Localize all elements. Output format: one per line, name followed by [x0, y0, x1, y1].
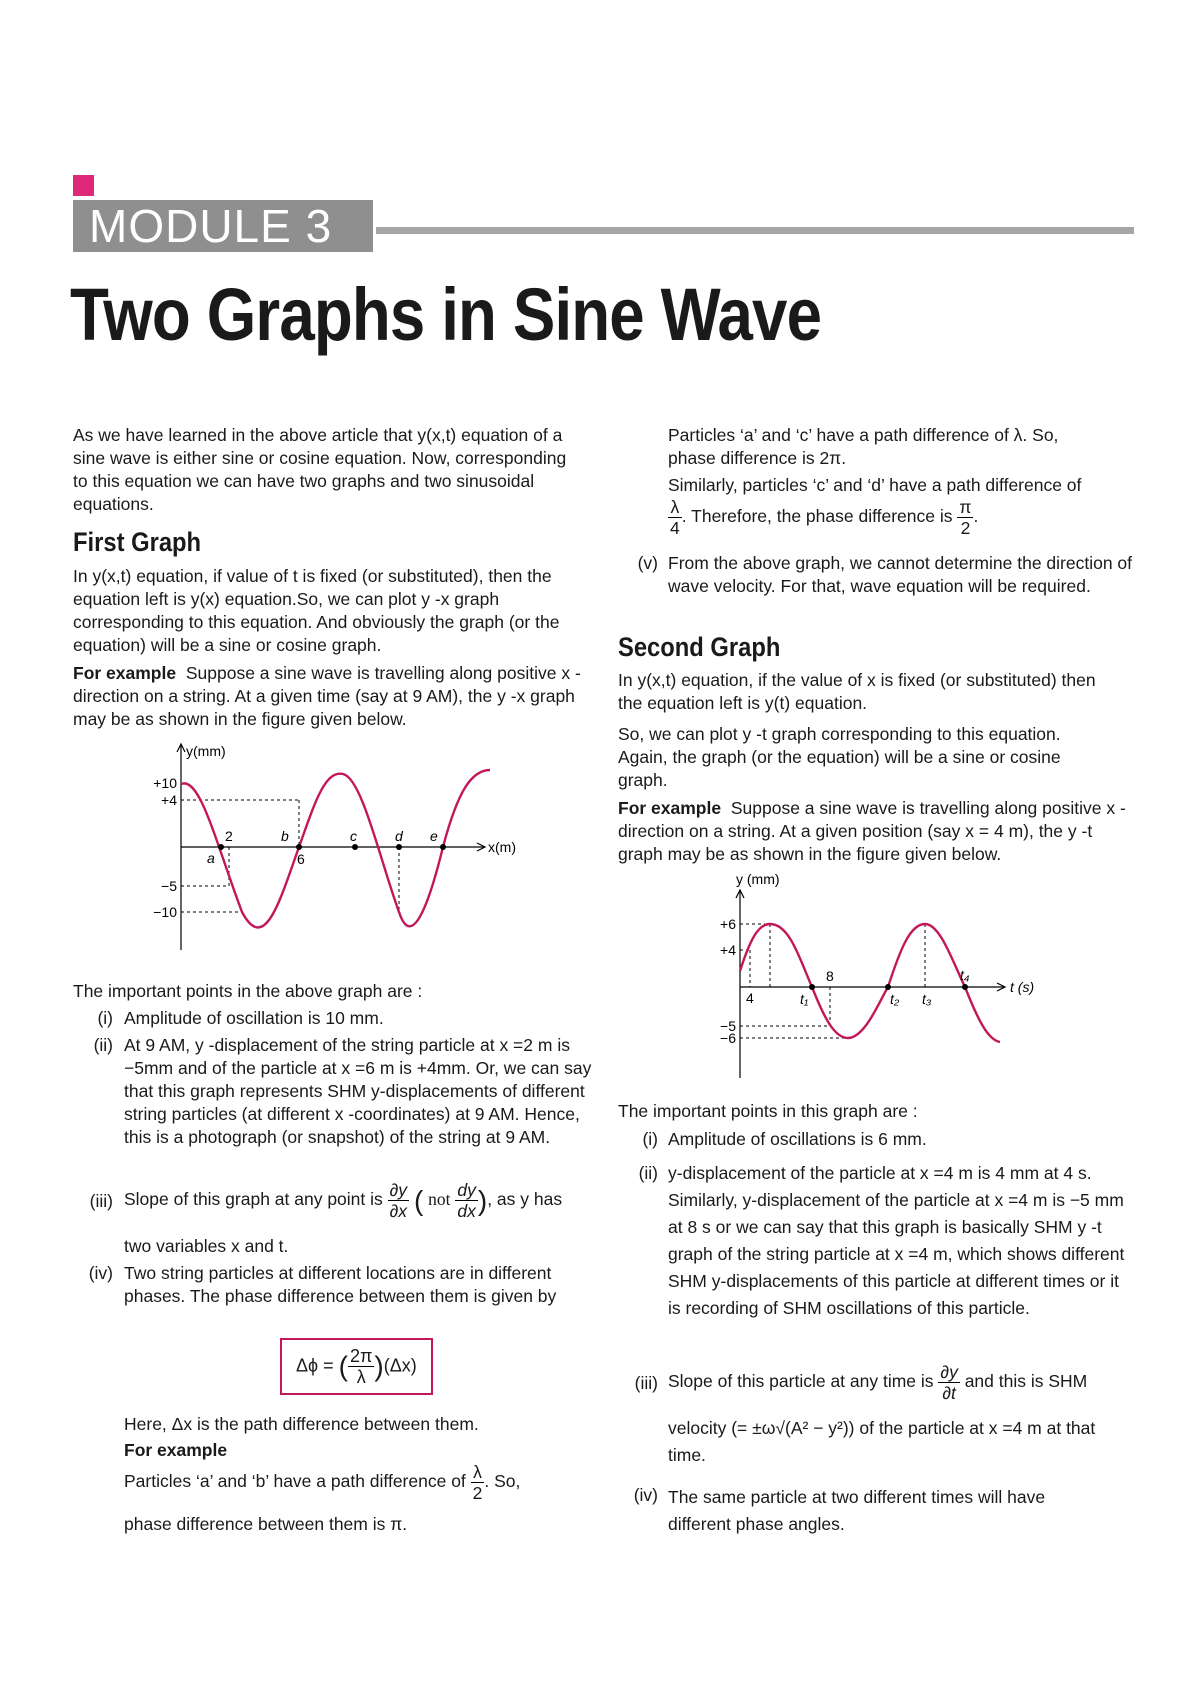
formula-frac-bot: λ [356, 1367, 366, 1387]
example2-label: For example [124, 1440, 228, 1460]
cd-frac2-top: π [959, 497, 972, 517]
graph1-label-c: c [350, 828, 357, 844]
graph2-label-t1: t₁ [800, 991, 809, 1007]
module-label: MODULE 3 [73, 200, 373, 252]
here-text: Here, Δx is the path difference between them. [124, 1414, 479, 1434]
right-point-ii-text: y-displacement of the particle at x =4 m is 4 mm at 4 s. Similarly, y-displacement of the particle at x =4 m is −5 mm at 8 s or we can say that this graph is basically SHM y -t graph of the string particle at x =4 m, which shows different SHM y-displacements of this particle at different times or it is recording of SHM oscillations of this particle. [668, 1163, 1125, 1318]
slope-frac2-bot: dx [457, 1201, 476, 1221]
example-label: For example [73, 663, 177, 683]
graph1-ytick-10: +10 [153, 775, 177, 791]
graph-y-vs-x [140, 740, 540, 960]
cd-text-c: . [973, 506, 979, 527]
second-example [618, 797, 1138, 866]
graph2-label-t3: t₃ [922, 991, 932, 1007]
point-v-text: From the above graph, we cannot determine the direction of wave velocity. For that, wave equation will be required. [668, 553, 1133, 596]
cd-text [668, 474, 1138, 538]
graph-y-vs-t [690, 870, 1070, 1085]
left-point-iii-text-a: Slope of this graph at any point is [124, 1189, 383, 1210]
graph1-label-e: e [430, 828, 438, 844]
cd-frac-top: λ [668, 497, 682, 518]
first-graph-paragraph: In y(x,t) equation, if value of t is fixed (or substituted), then the equation left is y(x) equation.So, we can plot y -x graph corresponding to this equation. And obviously the graph (or the equation) will be a sine or cosine graph. [73, 566, 560, 655]
left-point-ii-num: (ii) [93, 1035, 113, 1055]
slope-frac1-bot: ∂x [389, 1201, 408, 1221]
phase-difference-formula: Δϕ = ( $\frac{2\pi}{\lambda}$ )(Δx) [280, 1338, 433, 1395]
graph1-label-b: b [281, 828, 289, 844]
graph1-label-d: d [395, 828, 403, 844]
slope-frac2-top: dy [457, 1180, 476, 1200]
slope-frac1-top: ∂y [389, 1180, 408, 1200]
graph1-label-a: a [207, 850, 215, 866]
graph2-ytick-neg6: −6 [720, 1030, 736, 1046]
right-point-i-text: Amplitude of oscillations is 6 mm. [668, 1129, 927, 1149]
graph2-ytick-6: +6 [720, 916, 736, 932]
graph1-ytick-4: +4 [161, 792, 177, 808]
right-point-iii-text-b: and this is SHM [964, 1371, 1088, 1392]
point-t1 [809, 984, 815, 990]
right-point-iv-text: The same particle at two different times will have different phase angles. [668, 1487, 1046, 1534]
left-point-iii-text-b: , as y has [487, 1189, 563, 1210]
left-point-iv-text: Two string particles at different locations are in different phases. The phase difference between them is given by [124, 1263, 557, 1306]
second-graph-heading: Second Graph [618, 632, 781, 662]
ab-text-b: . So, [484, 1471, 521, 1492]
right-slope-frac-bot: ∂t [942, 1383, 956, 1403]
graph1-points-intro: The important points in the above graph are : [73, 981, 423, 1001]
graph2-points-intro: The important points in this graph are : [618, 1101, 918, 1121]
second-example-label: For example [618, 798, 722, 818]
point-b [296, 844, 302, 850]
example-text: Suppose a sine wave is travelling along positive x -direction on a string. At a given time (say at 9 AM), the y -x graph may be as shown in the figure given below. [73, 663, 581, 729]
point-e [440, 844, 446, 850]
right-point-iii-text-a: Slope of this particle at any time is [668, 1371, 934, 1392]
cd-frac2-bot: 2 [960, 518, 971, 538]
graph2-ytick-4: +4 [720, 942, 736, 958]
left-point-iii-num: (iii) [89, 1191, 113, 1211]
right-point-iii-text-c: velocity (= ±ω√(A² − y²)) of the particle at x =4 m at that time. [668, 1418, 1096, 1465]
point-c [352, 844, 358, 850]
point-d [396, 844, 402, 850]
ab-text [124, 1462, 584, 1536]
cd-text-b: . Therefore, the phase difference is [681, 506, 953, 527]
point-a [218, 844, 224, 850]
graph1-xmark-6: 6 [297, 851, 305, 867]
right-point-iv-num: (iv) [633, 1485, 658, 1505]
left-point-i-num: (i) [97, 1008, 113, 1028]
formula-lhs: Δϕ = [296, 1355, 334, 1376]
right-point-i-num: (i) [642, 1129, 658, 1149]
point-t4 [962, 984, 968, 990]
left-point-ii-text: At 9 AM, y -displacement of the string particle at x =2 m is −5mm and of the particle at x =6 m is +4mm. Or, we can say that this graph represents SHM y-displacements of different string particles (at different x -coordinates) at 9 AM. Hence, this is a photograph (or snapshot) of the string at 9 AM. [124, 1035, 592, 1147]
left-point-iii-text-c: two variables x and t. [124, 1236, 289, 1256]
ac-text: Particles ‘a’ and ‘c’ have a path difference of λ. So, phase difference is 2π. [668, 425, 1059, 468]
graph1-y-label: y(mm) [186, 743, 226, 759]
second-example-text: Suppose a sine wave is travelling along positive x -direction on a string. At a given position (say x = 4 m), the y -t graph may be as shown in the figure given below. [618, 798, 1126, 864]
graph2-y-label: y (mm) [736, 871, 780, 887]
second-graph-para1: In y(x,t) equation, if the value of x is fixed (or substituted) then the equation left is y(t) equation. [618, 670, 1096, 713]
header-accent-square [73, 175, 94, 196]
graph2-label-t2: t₂ [890, 991, 900, 1007]
graph2-tmark-4: 4 [746, 990, 754, 1006]
formula-frac-top: 2π [349, 1346, 373, 1366]
ab-text-c: phase difference between them is π. [124, 1514, 408, 1534]
graph1-x-label: x(m) [488, 839, 516, 855]
graph2-ytick-neg5: −5 [720, 1018, 736, 1034]
right-slope-frac-top: ∂y [940, 1362, 958, 1382]
slope-not: not [428, 1189, 451, 1210]
graph1-ytick-neg10: −10 [153, 904, 177, 920]
cd-frac-bot: 4 [670, 518, 680, 538]
first-graph-heading: First Graph [73, 527, 202, 557]
cd-text-a: Similarly, particles ‘c’ and ‘d’ have a path difference of [668, 475, 1082, 495]
right-point-iii-num: (iii) [634, 1373, 658, 1393]
left-point-iv-num: (iv) [88, 1263, 113, 1283]
formula-rhs: (Δx) [383, 1355, 417, 1376]
first-example [73, 662, 588, 731]
intro-paragraph: As we have learned in the above article that y(x,t) equation of a sine wave is either sine or cosine equation. Now, corresponding to this equation we can have two graphs and two sinusoidal equations. [73, 425, 567, 514]
point-v-num: (v) [637, 553, 658, 573]
ab-frac-top: λ [471, 1462, 485, 1483]
point-t2 [885, 984, 891, 990]
graph1-xmark-2: 2 [225, 828, 233, 844]
right-point-ii-num: (ii) [638, 1163, 658, 1183]
page-title: Two Graphs in Sine Wave [70, 273, 822, 356]
graph2-sine-curve [740, 924, 1000, 1042]
ab-text-a: Particles ‘a’ and ‘b’ have a path difference of [124, 1471, 466, 1492]
graph2-tmark-8: 8 [826, 968, 834, 984]
graph2-t-label: t (s) [1010, 979, 1035, 995]
graph2-label-t4: t₄ [960, 967, 970, 983]
ab-frac-bot: 2 [472, 1483, 483, 1503]
module-rule [376, 227, 1134, 234]
graph1-ytick-neg5: −5 [161, 878, 177, 894]
second-graph-para2: So, we can plot y -t graph corresponding to this equation. Again, the graph (or the equation) will be a sine or cosine graph. [618, 724, 1061, 790]
left-point-i-text: Amplitude of oscillation is 10 mm. [124, 1008, 384, 1028]
